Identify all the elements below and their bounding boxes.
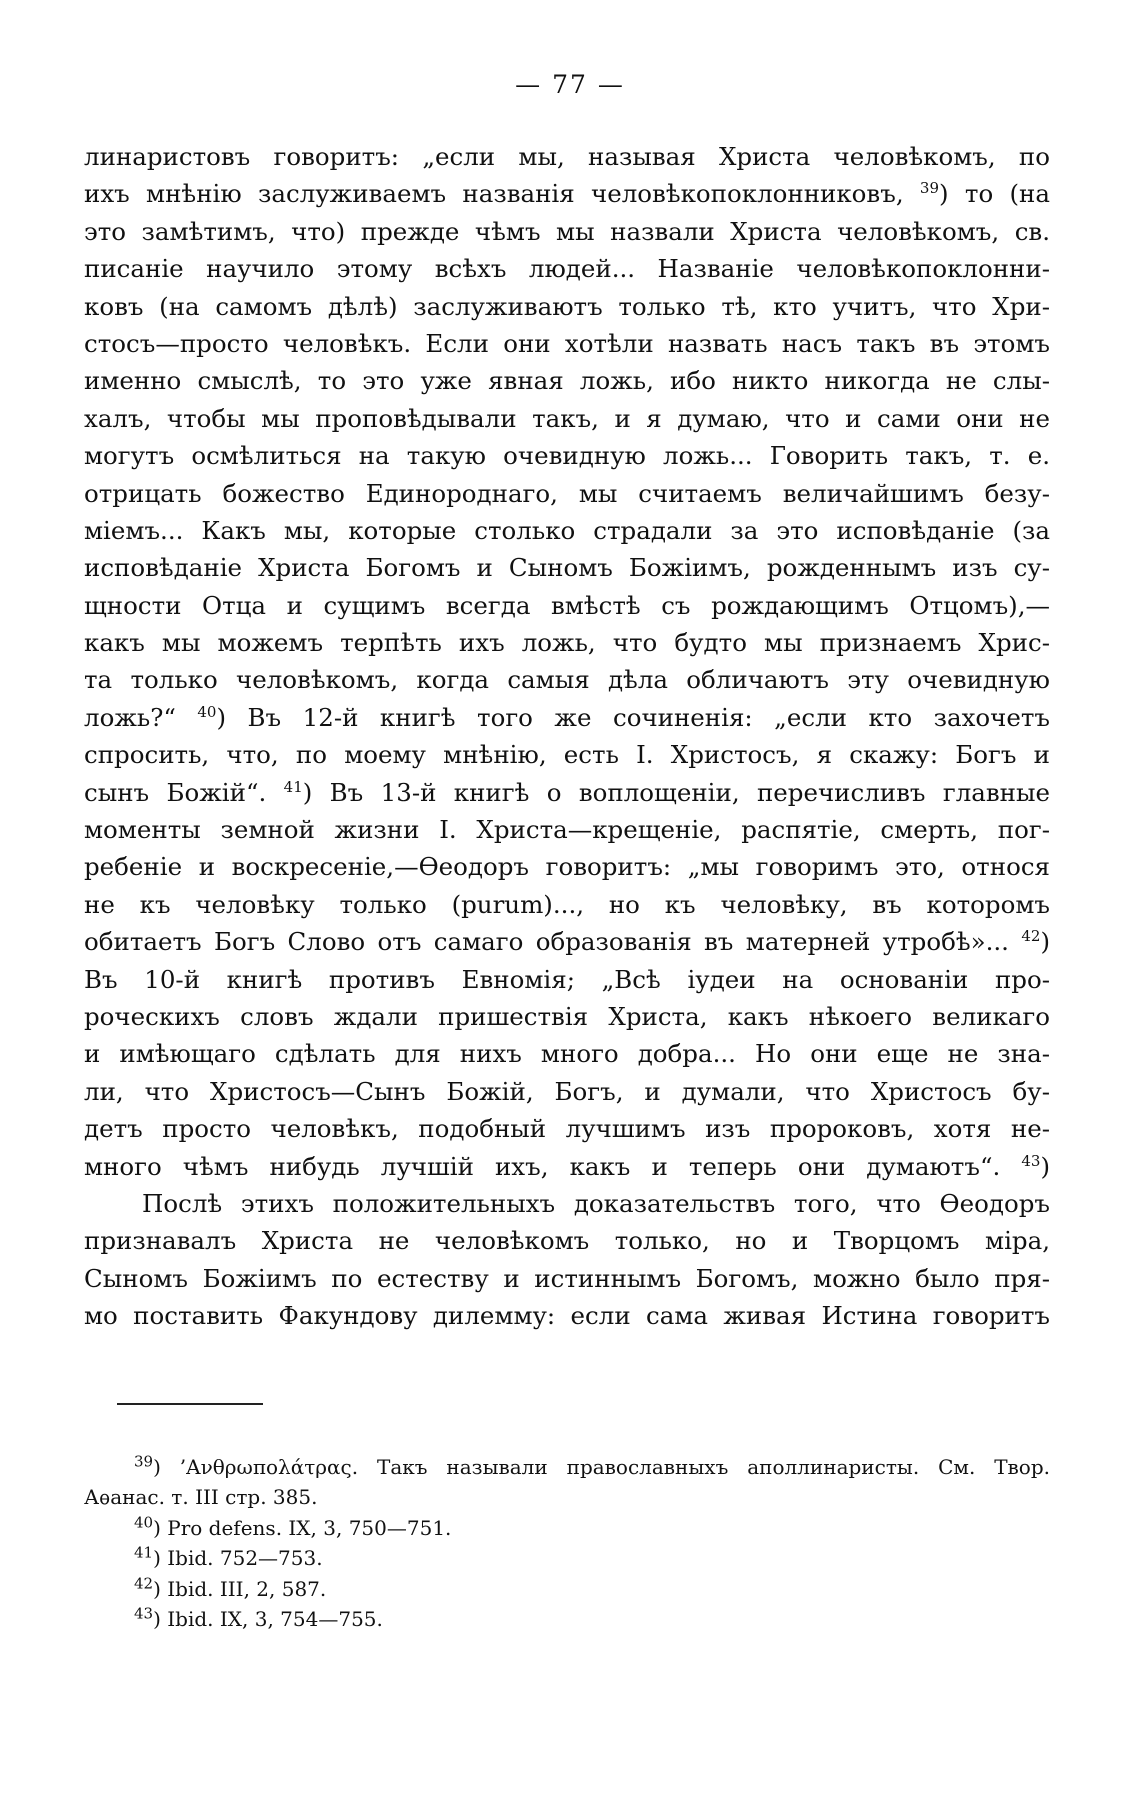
footnote-ref: 43	[1021, 1151, 1041, 1170]
footnote-ref: 40	[197, 702, 217, 721]
text-line: моменты земной жизни І. Христа—крещеніе, распятіе, смерть, пог-	[84, 815, 1050, 845]
footnote-continuation: Аѳанас. т. III стр. 385.	[84, 1485, 318, 1510]
text-line: линаристовъ говоритъ: „если мы, называя Христа человѣкомъ, по	[84, 142, 1050, 171]
footnote-number: 43	[134, 1604, 154, 1623]
text-line: мо поставить Факундову дилемму: если сама живая Истина говоритъ	[84, 1301, 1050, 1331]
footnote: $^{42}$) Ibid. III, 2, 587.	[134, 1573, 327, 1601]
text-line: ихъ мнѣнію заслуживаемъ названія человѣкопоклонниковъ, $^{39}$) то (на	[84, 179, 1050, 209]
footnotes	[84, 1452, 1050, 1634]
text-line: щности Отца и сущимъ всегда вмѣстѣ съ рождающимъ Отцомъ),—	[84, 590, 1050, 620]
text-line: халъ, чтобы мы проповѣдывали такъ, и я думаю, что и сами они не	[84, 403, 1050, 433]
text-line: обитаетъ Богъ Слово отъ самаго образованія въ матерней утробѣ»... $^{42}$)	[84, 927, 1050, 957]
page-number: — 77 —	[515, 70, 625, 99]
text-line: Послѣ этихъ положительныхъ доказательствъ того, что Ѳеодоръ	[142, 1188, 1050, 1218]
text-line: сынъ Божій“. $^{41}$) Въ 13-й книгѣ о воплощеніи, перечисливъ главные	[84, 777, 1050, 807]
footnote-ref: 39	[919, 179, 940, 198]
footnote: $^{40}$) Pro defens. IX, 3, 750—751.	[134, 1513, 452, 1540]
text-line: и имѣющаго сдѣлать для нихъ много добра... Но они еще не зна-	[84, 1039, 1050, 1069]
text-line: это замѣтимъ, что) прежде чѣмъ мы назвали Христа человѣкомъ, св.	[84, 216, 1050, 246]
text-line: признавалъ Христа не человѣкомъ только, но и Творцомъ міра,	[84, 1226, 1050, 1256]
footnote: $^{41}$) Ibid. 752—753.	[134, 1543, 323, 1571]
text-line: роческихъ словъ ждали пришествія Христа, какъ нѣкоего великаго	[84, 1001, 1050, 1031]
text-line: міемъ... Какъ мы, которые столько страдали за это исповѣданіе (за	[84, 515, 1050, 545]
text-line: какъ мы можемъ терпѣть ихъ ложь, что будто мы признаемъ Хрис-	[84, 628, 1050, 658]
footnote-ref: 42	[1021, 927, 1041, 946]
main-text	[84, 138, 1050, 1335]
footnote-number: 42	[134, 1573, 154, 1592]
footnote-number: 40	[134, 1513, 154, 1532]
text-line: исповѣданіе Христа Богомъ и Сыномъ Божіимъ, рожденнымъ изъ су-	[84, 553, 1050, 583]
footnote: $^{43}$) Ibid. IX, 3, 754—755.	[134, 1604, 383, 1631]
text-line: та только человѣкомъ, когда самыя дѣла обличаютъ эту очевидную	[84, 665, 1050, 695]
text-line: Сыномъ Божіимъ по естеству и истиннымъ Богомъ, можно было пря-	[84, 1263, 1050, 1293]
footnote-number: 41	[134, 1543, 154, 1562]
text-line: могутъ осмѣлиться на такую очевидную ложь... Говорить такъ, т. е.	[84, 441, 1050, 471]
text-line: ли, что Христосъ—Сынъ Божій, Богъ, и думали, что Христосъ бу-	[84, 1076, 1050, 1106]
text-line: детъ просто человѣкъ, подобный лучшимъ изъ пророковъ, хотя не-	[84, 1114, 1050, 1144]
text-line: ребеніе и воскресеніе,—Ѳеодоръ говоритъ: „мы говоримъ это, относя	[84, 852, 1050, 882]
text-line: спросить, что, по моему мнѣнію, есть І. Христосъ, я скажу: Богъ и	[84, 740, 1050, 770]
footnote: $^{39}$) ’Ανθρωπολάτρας. Такъ называли православныхъ аполлинаристы. См. Твор.	[134, 1452, 1050, 1479]
text-line: Въ 10-й книгѣ противъ Евномія; „Всѣ іудеи на основаніи про-	[84, 964, 1050, 994]
text-line: писаніе научило этому всѣхъ людей... Названіе человѣкопоклонни-	[84, 254, 1050, 284]
footnote-divider	[117, 1403, 263, 1405]
text-line: отрицать божество Единороднаго, мы считаемъ величайшимъ безу-	[84, 478, 1050, 508]
text-line: стосъ—просто человѣкъ. Если они хотѣли назвать насъ такъ въ этомъ	[84, 328, 1050, 358]
text-line: ковъ (на самомъ дѣлѣ) заслуживаютъ только тѣ, кто учитъ, что Хри-	[84, 291, 1050, 321]
footnote-ref: 41	[283, 777, 303, 796]
text-line: ложь?“ $^{40}$) Въ 12-й книгѣ того же сочиненія: „если кто захочетъ	[84, 702, 1050, 732]
text-line: не къ человѣку только (purum)..., но къ человѣку, въ которомъ	[84, 889, 1050, 919]
text-line: много чѣмъ нибудь лучшій ихъ, какъ и теперь они думаютъ“. $^{43}$)	[84, 1151, 1050, 1181]
footnote-number: 39	[134, 1452, 154, 1471]
text-line: именно смыслѣ, то это уже явная ложь, ибо никто никогда не слы-	[84, 366, 1050, 396]
